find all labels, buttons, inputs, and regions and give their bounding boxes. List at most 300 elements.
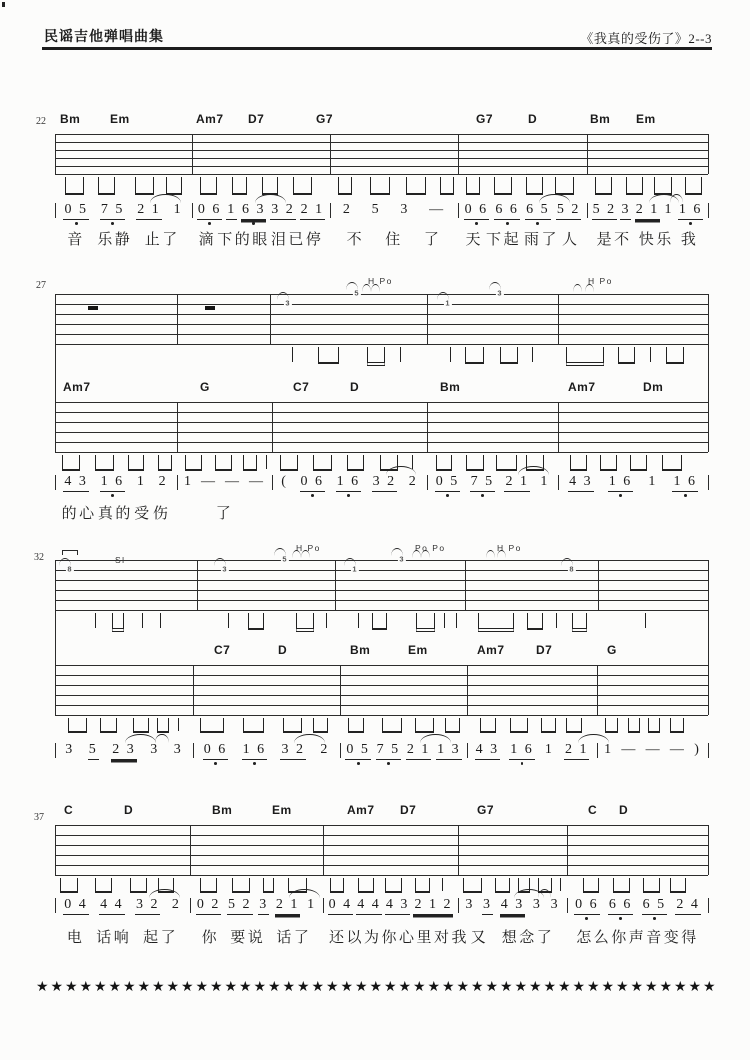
beam (670, 718, 684, 733)
jianpu-measure (590, 202, 705, 220)
chord-label: Am7 (347, 803, 375, 817)
beam (130, 878, 147, 893)
barline (708, 665, 709, 715)
jianpu-barline (193, 743, 194, 758)
beam (232, 177, 247, 195)
staff-line (55, 685, 708, 686)
barline (558, 294, 559, 344)
chord-label: D (619, 803, 629, 817)
jianpu-token: — (621, 742, 638, 757)
staff-line (55, 610, 708, 611)
technique-label: H Po (497, 543, 522, 553)
staff-line (55, 324, 708, 325)
jianpu-token: 1 (540, 474, 550, 489)
star-icon: ★ (587, 980, 600, 995)
beam (133, 718, 149, 733)
beam (98, 177, 115, 195)
note-stem (560, 878, 561, 891)
staff-line (55, 835, 708, 836)
beam (280, 455, 298, 471)
star-icon: ★ (311, 980, 325, 995)
star-icon: ★ (108, 980, 122, 995)
star-icon: ★ (50, 980, 64, 995)
beam (243, 718, 264, 733)
beam (372, 613, 387, 630)
tab-fret-number (496, 289, 504, 300)
lyric-syllable: 怎么你声音变得 (576, 930, 699, 946)
jianpu-measure (180, 474, 269, 490)
grace-fret-number: 1 (445, 298, 450, 307)
jianpu-token: 2 (171, 897, 181, 912)
lyric-syllable: 想念了 (501, 930, 555, 946)
jianpu-token: 3 (550, 897, 560, 912)
song-title-page: 《我真的受伤了》2--3 (580, 31, 712, 46)
barline (427, 294, 428, 344)
staff-line (55, 855, 708, 856)
chord-label: D (124, 803, 134, 817)
lyric-syllable: 以为 (346, 930, 382, 946)
beam (566, 718, 582, 733)
beam (583, 878, 599, 893)
lyric-syllable: 要说 (230, 930, 266, 946)
beam (496, 455, 517, 471)
star-icon: ★ (340, 980, 354, 995)
jianpu-token: — (429, 202, 446, 217)
jianpu-token: 3 (258, 897, 269, 915)
jianpu-token: 3 2 (372, 474, 398, 492)
jianpu-token: ) (694, 742, 701, 757)
note-stem (358, 613, 359, 628)
lyric-syllable: 你 (201, 930, 220, 946)
barline (458, 825, 459, 875)
scan-artifact (2, 2, 5, 7)
lyric-measure (464, 926, 561, 947)
star-divider (36, 981, 716, 995)
barline (55, 825, 56, 875)
jianpu-barline (708, 203, 709, 218)
star-icon: ★ (384, 980, 397, 995)
chord-label: Em (110, 112, 130, 126)
beam (283, 718, 302, 733)
lyric-measure (61, 502, 171, 523)
star-icon: ★ (239, 980, 252, 995)
star-icon: ★ (137, 980, 151, 995)
star-icon: ★ (572, 980, 586, 995)
beam (406, 177, 426, 195)
chord-label: D (350, 380, 360, 394)
lyric-syllable: 雨了 (523, 232, 559, 248)
jianpu-measure (58, 742, 190, 760)
chord-label: D (528, 112, 538, 126)
staff-line (55, 412, 708, 413)
beam (555, 177, 574, 195)
beam (95, 455, 114, 471)
lyric-syllable: 止了 (144, 232, 180, 248)
barline (587, 134, 588, 174)
jianpu-measure (570, 897, 705, 915)
beam (347, 455, 364, 471)
star-icon: ★ (253, 980, 267, 995)
jianpu-barline (272, 475, 273, 490)
jianpu-measure (193, 897, 320, 915)
barline (427, 402, 428, 452)
lyric-measure (61, 228, 186, 249)
beam (215, 455, 232, 471)
staff-line (55, 845, 708, 846)
jianpu-token: — (669, 742, 686, 757)
note-stem (556, 613, 557, 628)
tab-fret-number (66, 565, 74, 576)
jianpu-measure (326, 897, 455, 915)
lyric-measure (593, 228, 702, 249)
jianpu-token: 2 1 (635, 202, 661, 220)
jianpu-token: 1 (544, 742, 554, 757)
barline (458, 134, 459, 174)
star-icon: ★ (297, 980, 310, 995)
slur-arc (274, 548, 286, 556)
barline (323, 825, 324, 875)
star-icon: ★ (123, 980, 136, 995)
grace-fret-number: 5 (354, 288, 359, 297)
jianpu-token: 5 2 (592, 202, 618, 220)
staff-line (55, 570, 708, 571)
star-icon: ★ (65, 980, 78, 995)
note-stem (326, 613, 327, 628)
barline (193, 665, 194, 715)
star-icon: ★ (645, 980, 658, 995)
jianpu-token: 3 (150, 742, 160, 757)
jianpu-token: 2 3 (111, 742, 137, 760)
lyric-syllable: 话响 (96, 930, 132, 946)
star-icon: ★ (152, 980, 165, 995)
lyric-syllable: 又 (470, 930, 489, 946)
note-stem (178, 718, 179, 731)
jianpu-token: 3 (482, 897, 493, 915)
jianpu-barline (192, 203, 193, 218)
chord-label: Em (636, 112, 656, 126)
jianpu-token: 1 (184, 474, 193, 489)
chord-label: C (64, 803, 74, 817)
jianpu-token: 3 (400, 202, 410, 217)
lyric-syllable: 住 (385, 232, 403, 248)
lyric-syllable: 真的 (97, 506, 133, 522)
jianpu-token: 0 6 (574, 897, 600, 915)
barline (55, 134, 56, 174)
chord-label: D7 (536, 643, 553, 657)
jianpu-token: 7 5 (376, 742, 402, 760)
beam (480, 718, 496, 733)
barline (55, 294, 56, 344)
jianpu-token: 0 6 (300, 474, 326, 492)
barline (270, 294, 271, 344)
barline (598, 560, 599, 610)
staff-line (55, 865, 708, 866)
beam (654, 177, 672, 195)
beam (510, 718, 528, 733)
beam (685, 177, 702, 195)
jianpu-token: 4 3 (475, 742, 501, 760)
header-rule (42, 47, 712, 50)
barline (597, 665, 598, 715)
jianpu-token: 0 5 (345, 742, 371, 760)
jianpu-token: 2 1 (564, 742, 590, 760)
beam (666, 347, 684, 364)
beam (628, 718, 640, 733)
lyric-syllable: 不 (346, 232, 365, 248)
lyric-syllable: 乐静 (97, 232, 133, 248)
barline (55, 560, 56, 610)
jianpu-token: 6 3 (241, 202, 267, 220)
star-icon: ★ (500, 980, 513, 995)
staff-line (55, 695, 708, 696)
chord-label: G (200, 380, 210, 394)
beam (618, 347, 635, 364)
beam (595, 177, 612, 195)
tab-fret-number (444, 299, 452, 310)
chord-label: Bm (60, 112, 81, 126)
barline (708, 560, 709, 610)
beam (62, 455, 80, 471)
jianpu-token: 1 (604, 742, 614, 757)
jianpu-token: 6 6 (608, 897, 634, 915)
beam (643, 878, 660, 893)
beam (626, 177, 643, 195)
jianpu-barline (177, 475, 178, 490)
note-stem (650, 347, 651, 362)
grace-fret-number: 1 (352, 564, 357, 573)
staff-line (55, 150, 708, 151)
note-stem (228, 613, 229, 628)
jianpu-barline (708, 743, 709, 758)
barline (340, 665, 341, 715)
chord-label: Bm (440, 380, 461, 394)
staff-line (55, 442, 708, 443)
jianpu-token: 5 2 (556, 202, 582, 220)
grace-fret-number: 3 (497, 288, 502, 297)
barline (192, 134, 193, 174)
star-icon: ★ (427, 980, 441, 995)
technique-label: Sl (115, 555, 126, 565)
barline (190, 825, 191, 875)
jianpu-token: 3 (532, 897, 542, 912)
barline (177, 402, 178, 452)
beam (313, 455, 332, 471)
beam (158, 455, 172, 471)
jianpu-token: 6 5 (642, 897, 668, 915)
note-stem (95, 613, 96, 628)
chord-label: Dm (643, 380, 664, 394)
star-icon: ★ (688, 980, 702, 995)
jianpu-barline (323, 898, 324, 913)
jianpu-token: 1 6 (242, 742, 268, 760)
jianpu-token: 4 4 (99, 897, 125, 915)
beam (338, 177, 352, 195)
note-stem (292, 347, 293, 362)
lyric-syllable: 了 (215, 506, 234, 522)
chord-label: Am7 (196, 112, 224, 126)
star-icon: ★ (224, 980, 238, 995)
beam (330, 878, 344, 893)
star-icon: ★ (456, 980, 470, 995)
barline (708, 402, 709, 452)
lyric-syllable: 滴 (198, 232, 217, 248)
jianpu-token: — (249, 474, 265, 489)
beam (263, 878, 274, 893)
star-icon: ★ (442, 980, 455, 995)
beam (166, 177, 182, 195)
star-icon: ★ (355, 980, 368, 995)
jianpu-barline (567, 898, 568, 913)
staff-line (55, 158, 708, 159)
staff-line (55, 580, 708, 581)
jianpu-barline (558, 475, 559, 490)
grace-fret-number: 3 (399, 554, 404, 563)
barline (177, 294, 178, 344)
beam (135, 177, 154, 195)
beam (65, 177, 84, 195)
jianpu-token: 4 3 (385, 897, 411, 915)
book-title: 民谣吉他弹唱曲集 (44, 30, 164, 45)
beam (318, 347, 339, 364)
beam (382, 718, 402, 733)
beam (95, 878, 112, 893)
beam (370, 177, 390, 195)
jianpu-barline (55, 475, 56, 490)
chord-label: Bm (590, 112, 611, 126)
jianpu-measure (561, 474, 705, 492)
beam (466, 177, 480, 195)
beam (600, 455, 617, 471)
barline (330, 134, 331, 174)
chord-label: Em (272, 803, 292, 817)
jianpu-token: 4 3 (568, 474, 594, 492)
staff-line (55, 665, 708, 666)
beam (494, 177, 512, 195)
jianpu-token: 0 2 (196, 897, 222, 915)
staff-line (55, 452, 708, 453)
lyric-syllable: 话了 (276, 930, 312, 946)
jianpu-token: 1 6 (608, 474, 634, 492)
note-stem (160, 613, 161, 628)
grace-fret-number: 8 (569, 564, 574, 573)
jianpu-token: 0 6 (203, 742, 229, 760)
staff-line (55, 432, 708, 433)
tab-fret-number (221, 565, 229, 576)
staff-line (55, 675, 708, 676)
jianpu-token: 3 (465, 897, 475, 912)
jianpu-barline (597, 743, 598, 758)
jianpu-token: 0 5 (63, 202, 89, 220)
star-icon: ★ (616, 980, 629, 995)
barline (708, 134, 709, 174)
lyric-measure (464, 228, 581, 249)
star-icon: ★ (36, 980, 49, 995)
staff-line (55, 294, 708, 295)
jianpu-token: 1 (226, 202, 237, 220)
beam (440, 177, 454, 195)
jianpu-token: 4 4 (356, 897, 382, 915)
barline (708, 825, 709, 875)
jianpu-token: 3 2 (280, 742, 306, 760)
star-icon: ★ (659, 980, 673, 995)
chord-label: G7 (316, 112, 334, 126)
technique-label: Po Po (415, 543, 446, 553)
beam (415, 878, 430, 893)
measure-number: 22 (36, 116, 46, 127)
whole-rest (205, 306, 215, 310)
chord-label: G (607, 643, 617, 657)
lyric-measure (573, 926, 702, 947)
jianpu-measure (600, 742, 705, 758)
staff-line (55, 402, 708, 403)
jianpu-token: 5 (88, 742, 99, 760)
star-icon: ★ (268, 980, 281, 995)
jianpu-token: 6 5 (525, 202, 551, 220)
barline (55, 402, 56, 452)
beam (157, 718, 169, 733)
staff-line (55, 422, 708, 423)
jianpu-token: 1 6 (100, 474, 126, 492)
jianpu-token: 0 5 (435, 474, 461, 492)
star-icon: ★ (558, 980, 571, 995)
star-icon: ★ (369, 980, 383, 995)
tab-fret-number (351, 565, 359, 576)
jianpu-measure (470, 742, 594, 760)
jianpu-token: 1 (648, 474, 658, 489)
jianpu-barline (55, 898, 56, 913)
beam (630, 455, 647, 471)
jianpu-token: — (225, 474, 241, 489)
slur-arc (573, 284, 582, 292)
jianpu-token: 0 6 (464, 202, 490, 220)
jianpu-measure (461, 202, 584, 220)
star-icon: ★ (282, 980, 296, 995)
note-stem (412, 455, 413, 469)
beam (495, 878, 510, 893)
jianpu-token: 1 (173, 202, 183, 217)
jianpu-measure (333, 202, 455, 218)
slur-arc (391, 548, 403, 556)
staff-line (55, 600, 708, 601)
jianpu-token: 7 5 (470, 474, 496, 492)
jianpu-token: 0 4 (328, 897, 354, 915)
jianpu-barline (190, 898, 191, 913)
staff-line (55, 705, 708, 706)
jianpu-token: 2 4 (675, 897, 701, 915)
tab-fret-number (568, 565, 576, 576)
jianpu-token: 3 (620, 202, 631, 220)
jianpu-barline (55, 203, 56, 218)
beam (200, 177, 217, 195)
tab-fret-number (281, 555, 289, 566)
technique-label: H Po (368, 276, 393, 286)
barline (55, 665, 56, 715)
lyric-measure (183, 502, 266, 523)
star-icon: ★ (181, 980, 194, 995)
lyric-syllable: 了 (423, 232, 442, 248)
barline (465, 560, 466, 610)
beam (128, 455, 144, 471)
chord-label: Bm (350, 643, 371, 657)
jianpu-token: 5 2 (227, 897, 253, 915)
chord-label: D7 (248, 112, 265, 126)
jianpu-token: 1 6 (678, 202, 704, 220)
tab-fret-number (398, 555, 406, 566)
jianpu-token: 4 3 (63, 474, 89, 492)
jianpu-token: 1 (307, 897, 317, 912)
jianpu-barline (458, 203, 459, 218)
beam (572, 613, 587, 632)
